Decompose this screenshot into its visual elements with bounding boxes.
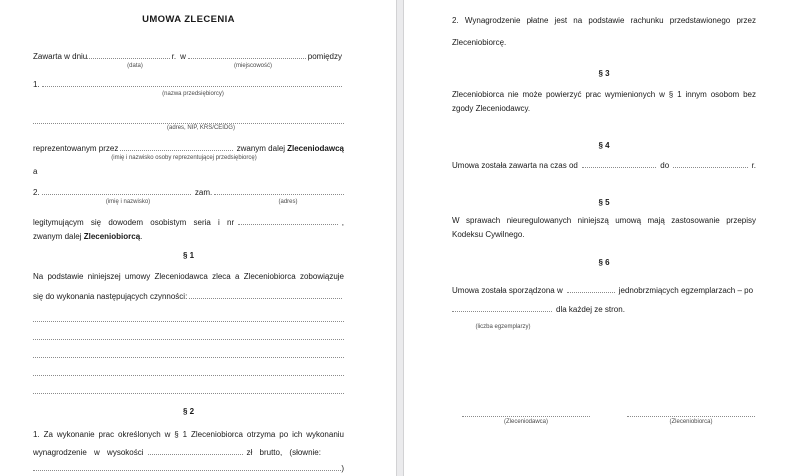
representative-called: zwanym dalej [236, 144, 286, 153]
contractor-period: . [140, 232, 143, 241]
signature-captions [452, 419, 756, 425]
intro-line [33, 52, 344, 62]
date-caption: (data) [127, 63, 143, 69]
contractor-term: Zleceniobiorcą [83, 232, 141, 241]
section6-line1 [452, 286, 756, 296]
party2-captions [33, 198, 344, 209]
salary-amount-blank [148, 448, 243, 455]
party1-name-blank [42, 80, 342, 87]
payment-line2: Zleceniobiorcę. [452, 38, 507, 47]
section6-line2-tail: dla każdej ze stron. [556, 305, 625, 314]
copies-per-party-blank [452, 305, 552, 312]
section6-heading: § 6 [598, 258, 610, 267]
s1-blank-lines [33, 304, 344, 394]
section6-after-blank: jednobrzmiących egzemplarzach – po [618, 286, 754, 295]
section1-line1: Na podstawie niniejszej umowy Zleceniodawca zleca a Zleceniobiorca zobowiązuje [33, 272, 344, 281]
representative-caption: (imię i nazwisko osoby reprezentującej przedsiębiorcę) [111, 155, 257, 161]
id-document-line [33, 218, 344, 228]
dotted-blank-line [33, 322, 344, 340]
section5-line1: W sprawach nieuregulowanych niniejszą umową mają zastosowanie przepisy [452, 216, 756, 225]
contractor-signature-caption: (Zleceniobiorca) [669, 419, 713, 425]
contract-page-1 [0, 0, 397, 476]
intro-captions [33, 62, 344, 73]
copies-count-blank [567, 286, 615, 293]
section2-close-paren: ) [341, 464, 344, 473]
party2-name-caption: (imię i nazwisko) [105, 199, 151, 205]
section2-line2 [33, 448, 344, 458]
salary-words-blank [33, 464, 341, 471]
document-title: UMOWA ZLECENIA [142, 14, 235, 25]
section4-do: do [660, 161, 670, 170]
section2-line3 [33, 464, 344, 474]
payment-line1: 2. Wynagrodzenie płatne jest na podstawie rachunku przedstawionego przez [452, 16, 756, 25]
party1-name-line [33, 80, 344, 90]
section3-line1: Zleceniobiorca nie może powierzyć prac wymienionych w § 1 innym osobom bez [452, 90, 756, 99]
id-clause-text: legitymującym się dowodem osobistym seria i nr [33, 218, 235, 227]
id-clause-comma: , [341, 218, 344, 227]
contractor-lead: zwanym dalej [33, 232, 82, 241]
section3-heading: § 3 [598, 69, 610, 78]
principal-signature-caption: (Zleceniodawca) [503, 419, 549, 425]
party1-address-blank [33, 108, 344, 124]
date-to-blank [673, 161, 747, 168]
section2-line2-tail: zł brutto, (słownie: [246, 448, 321, 457]
section1-heading: § 1 [182, 251, 195, 260]
party2-number: 2. [33, 188, 40, 197]
date-from-blank [582, 161, 656, 168]
section1-line2 [33, 292, 344, 302]
party2-zam: zam. [194, 188, 213, 197]
contractor-term-line [33, 232, 344, 242]
section2-line1: 1. Za wykonanie prac określonych w § 1 Zleceniobiorca otrzyma po ich wykonaniu [33, 430, 344, 439]
dotted-blank-line [33, 376, 344, 394]
intro-r-abbr: r. [171, 52, 177, 61]
section5-heading: § 5 [598, 198, 610, 207]
tasks-blank-0 [189, 292, 342, 299]
section3-line2: zgody Zleceniodawcy. [452, 104, 531, 113]
conjunction-a: a [33, 167, 38, 176]
section4-lead: Umowa została zawarta na czas od [452, 161, 578, 170]
party1-address-caption: (adres, NIP, KRS/CEIDG) [167, 125, 235, 131]
id-number-blank [238, 218, 338, 225]
dotted-blank-line [33, 358, 344, 376]
contract-page-2 [403, 0, 800, 476]
dotted-blank-line [33, 304, 344, 322]
date-blank [87, 52, 169, 59]
intro-w-word: w [180, 52, 186, 61]
section6-line2 [452, 305, 756, 315]
party2-name-blank [42, 188, 191, 195]
representative-lead: reprezentowanym przez [33, 144, 119, 153]
intro-lead: Zawarta w dniu [33, 52, 88, 61]
party2-address-caption: (adres) [278, 199, 298, 205]
intro-tail: pomiędzy [307, 52, 342, 61]
representative-blank [120, 144, 232, 151]
section2-heading: § 2 [182, 407, 195, 416]
party1-address-caption-row [33, 124, 344, 135]
section4-r-abbr: r. [751, 161, 757, 170]
copies-caption-row [452, 323, 756, 334]
dotted-blank-line [33, 340, 344, 358]
section4-line [452, 161, 756, 171]
copies-caption: (liczba egzemplarzy) [475, 324, 531, 330]
party1-number: 1. [33, 80, 40, 89]
place-blank [188, 52, 306, 59]
section2-line2-lead: wynagrodzenie w wysokości [33, 448, 144, 457]
section6-lead: Umowa została sporządzona w [452, 286, 563, 295]
representative-line [33, 144, 344, 154]
section4-heading: § 4 [598, 141, 610, 150]
party1-name-caption-row [33, 90, 344, 101]
principal-term: Zleceniodawcą [287, 144, 344, 153]
party2-line [33, 188, 344, 198]
contractor-signature-line [627, 410, 755, 417]
signature-row [452, 410, 756, 417]
principal-signature-line [462, 410, 590, 417]
representative-caption-row [33, 154, 344, 165]
party1-name-caption: (nazwa przedsiębiorcy) [162, 91, 224, 97]
section1-line2-text: się do wykonania następujących czynności: [33, 292, 188, 301]
place-caption: (miejscowość) [233, 63, 272, 69]
party2-address-blank [214, 188, 344, 195]
section5-line2: Kodeksu Cywilnego. [452, 230, 525, 239]
